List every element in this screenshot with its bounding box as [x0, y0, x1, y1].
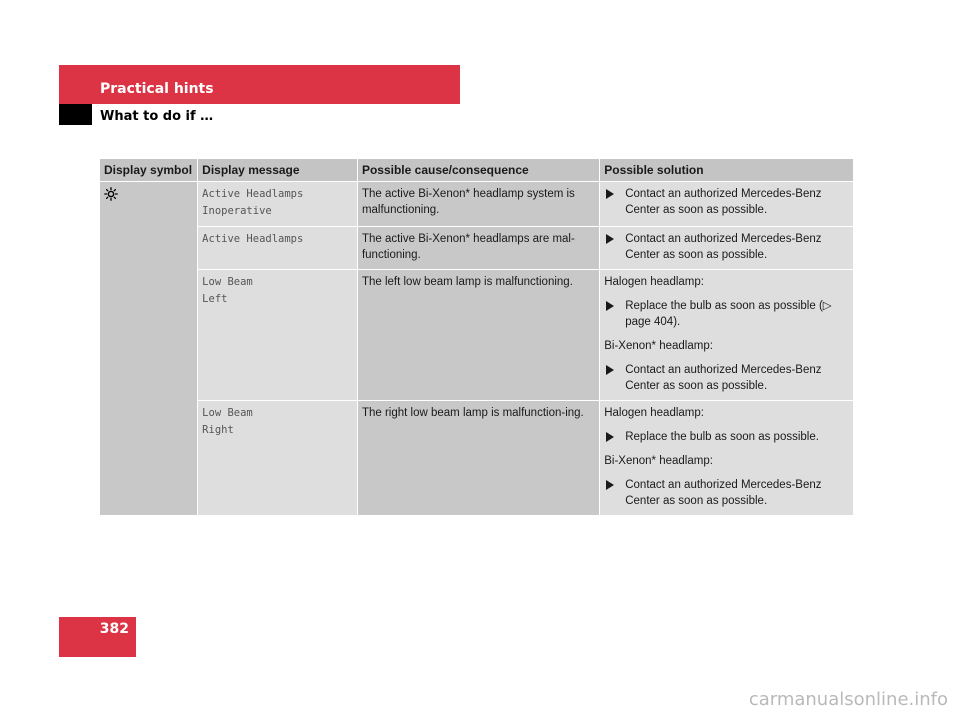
solution-cell: [600, 181, 853, 226]
column-header-message: Display message: [198, 159, 358, 181]
display-message-cell: Active Headlamps Inoperative: [198, 181, 358, 226]
table-row: [100, 400, 853, 515]
column-header-symbol: Display symbol: [100, 159, 198, 181]
subtitle-marker: [59, 104, 92, 125]
display-message-cell: Low Beam Left: [198, 269, 358, 400]
display-messages-table: [100, 159, 853, 515]
cause-cell: The active Bi-Xenon* headlamp system is malfunctioning.: [358, 181, 600, 226]
solution-step: Replace the bulb as soon as possible.: [604, 429, 849, 445]
table-row: [100, 181, 853, 226]
solution-step: Contact an authorized Mercedes-Benz Center as soon as possible.: [604, 362, 849, 394]
solution-cell: [600, 269, 853, 400]
page-number: 382: [99, 621, 129, 637]
watermark-text: carmanualsonline.info: [748, 689, 948, 710]
column-header-solution: Possible solution: [600, 159, 853, 181]
arrow-bullet-icon: [606, 301, 614, 311]
cause-cell: The right low beam lamp is malfunction-ing.: [358, 400, 600, 515]
solution-step: Contact an authorized Mercedes-Benz Center as soon as possible.: [604, 477, 849, 509]
display-message-cell: Low Beam Right: [198, 400, 358, 515]
display-message-cell: Active Headlamps: [198, 226, 358, 269]
solution-step: Contact an authorized Mercedes-Benz Center as soon as possible.: [604, 231, 849, 263]
table-row: [100, 226, 853, 269]
table-header-row: [100, 159, 853, 181]
solution-cell: [600, 226, 853, 269]
arrow-bullet-icon: [606, 480, 614, 490]
table-row: [100, 269, 853, 400]
page-subtitle: What to do if …: [100, 109, 214, 124]
arrow-bullet-icon: [606, 432, 614, 442]
section-title: Practical hints: [100, 81, 214, 97]
headlamp-sun-icon: [104, 187, 118, 201]
solution-step: Contact an authorized Mercedes-Benz Center as soon as possible.: [604, 186, 849, 218]
solution-heading: Bi-Xenon* headlamp:: [604, 340, 713, 352]
cause-cell: The left low beam lamp is malfunctioning.: [358, 269, 600, 400]
solution-step: Replace the bulb as soon as possible (▷ page 404).: [604, 298, 849, 330]
solution-heading: Bi-Xenon* headlamp:: [604, 455, 713, 467]
arrow-bullet-icon: [606, 365, 614, 375]
arrow-bullet-icon: [606, 189, 614, 199]
page-number-box: [59, 617, 136, 657]
solution-cell: [600, 400, 853, 515]
solution-heading: Halogen headlamp:: [604, 276, 704, 288]
column-header-cause: Possible cause/consequence: [358, 159, 600, 181]
cause-cell: The active Bi-Xenon* headlamps are mal-functioning.: [358, 226, 600, 269]
display-symbol-cell: [100, 181, 198, 515]
arrow-bullet-icon: [606, 234, 614, 244]
solution-heading: Halogen headlamp:: [604, 407, 704, 419]
